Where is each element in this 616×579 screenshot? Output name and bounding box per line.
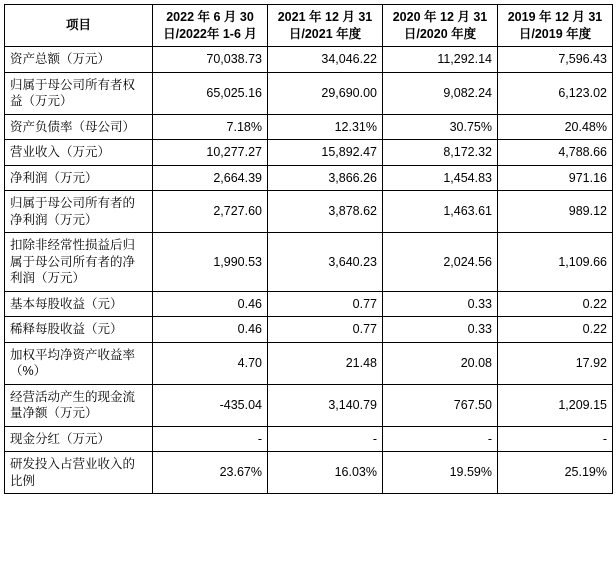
row-value: 8,172.32 [383, 140, 498, 166]
row-value: - [498, 426, 613, 452]
row-label: 加权平均净资产收益率（%） [5, 342, 153, 384]
row-value: 0.22 [498, 291, 613, 317]
row-value: 70,038.73 [153, 47, 268, 73]
row-value: 19.59% [383, 452, 498, 494]
row-label: 经营活动产生的现金流量净额（万元） [5, 384, 153, 426]
row-value: - [383, 426, 498, 452]
row-label: 净利润（万元） [5, 165, 153, 191]
row-label: 归属于母公司所有者的净利润（万元） [5, 191, 153, 233]
table-header-row [5, 5, 613, 47]
table-row [5, 426, 613, 452]
row-value: 767.50 [383, 384, 498, 426]
row-value: 23.67% [153, 452, 268, 494]
row-value: 2,664.39 [153, 165, 268, 191]
row-label: 基本每股收益（元） [5, 291, 153, 317]
row-value: 989.12 [498, 191, 613, 233]
table-row [5, 191, 613, 233]
table-row [5, 384, 613, 426]
row-value: 7.18% [153, 114, 268, 140]
row-value: 6,123.02 [498, 72, 613, 114]
column-header-period-2: 2021 年 12 月 31 日/2021 年度 [268, 5, 383, 47]
row-value: 4,788.66 [498, 140, 613, 166]
row-value: 16.03% [268, 452, 383, 494]
table-row [5, 72, 613, 114]
column-header-period-3: 2020 年 12 月 31 日/2020 年度 [383, 5, 498, 47]
row-label: 归属于母公司所有者权益（万元） [5, 72, 153, 114]
table-row [5, 317, 613, 343]
row-value: 21.48 [268, 342, 383, 384]
row-label: 资产负债率（母公司） [5, 114, 153, 140]
row-value: 9,082.24 [383, 72, 498, 114]
row-value: 65,025.16 [153, 72, 268, 114]
row-value: 0.33 [383, 317, 498, 343]
table-row [5, 291, 613, 317]
row-value: 3,140.79 [268, 384, 383, 426]
table-row [5, 114, 613, 140]
table-row [5, 342, 613, 384]
row-value: -435.04 [153, 384, 268, 426]
table-row [5, 233, 613, 292]
row-label: 研发投入占营业收入的比例 [5, 452, 153, 494]
financial-summary-table [4, 4, 613, 494]
row-value: 1,109.66 [498, 233, 613, 292]
row-value: 0.46 [153, 317, 268, 343]
row-value: 1,990.53 [153, 233, 268, 292]
row-value: 2,024.56 [383, 233, 498, 292]
row-value: 11,292.14 [383, 47, 498, 73]
row-label: 营业收入（万元） [5, 140, 153, 166]
row-value: 1,209.15 [498, 384, 613, 426]
row-value: - [153, 426, 268, 452]
table-row [5, 452, 613, 494]
row-value: 12.31% [268, 114, 383, 140]
row-value: 30.75% [383, 114, 498, 140]
column-header-item: 项目 [5, 5, 153, 47]
row-value: 0.77 [268, 317, 383, 343]
row-value: 3,640.23 [268, 233, 383, 292]
row-value: 29,690.00 [268, 72, 383, 114]
row-label: 现金分红（万元） [5, 426, 153, 452]
row-value: 17.92 [498, 342, 613, 384]
column-header-period-4: 2019 年 12 月 31 日/2019 年度 [498, 5, 613, 47]
row-value: 20.08 [383, 342, 498, 384]
column-header-period-1: 2022 年 6 月 30 日/2022年 1-6 月 [153, 5, 268, 47]
row-value: - [268, 426, 383, 452]
table-row [5, 47, 613, 73]
row-value: 0.46 [153, 291, 268, 317]
row-value: 3,878.62 [268, 191, 383, 233]
row-value: 10,277.27 [153, 140, 268, 166]
row-value: 34,046.22 [268, 47, 383, 73]
row-value: 15,892.47 [268, 140, 383, 166]
row-value: 4.70 [153, 342, 268, 384]
row-value: 1,454.83 [383, 165, 498, 191]
row-value: 0.77 [268, 291, 383, 317]
row-value: 971.16 [498, 165, 613, 191]
row-value: 3,866.26 [268, 165, 383, 191]
row-value: 1,463.61 [383, 191, 498, 233]
row-value: 0.22 [498, 317, 613, 343]
row-label: 扣除非经常性损益后归属于母公司所有者的净利润（万元） [5, 233, 153, 292]
row-value: 20.48% [498, 114, 613, 140]
row-label: 稀释每股收益（元） [5, 317, 153, 343]
row-value: 7,596.43 [498, 47, 613, 73]
table-row [5, 165, 613, 191]
row-label: 资产总额（万元） [5, 47, 153, 73]
row-value: 2,727.60 [153, 191, 268, 233]
row-value: 0.33 [383, 291, 498, 317]
table-row [5, 140, 613, 166]
row-value: 25.19% [498, 452, 613, 494]
